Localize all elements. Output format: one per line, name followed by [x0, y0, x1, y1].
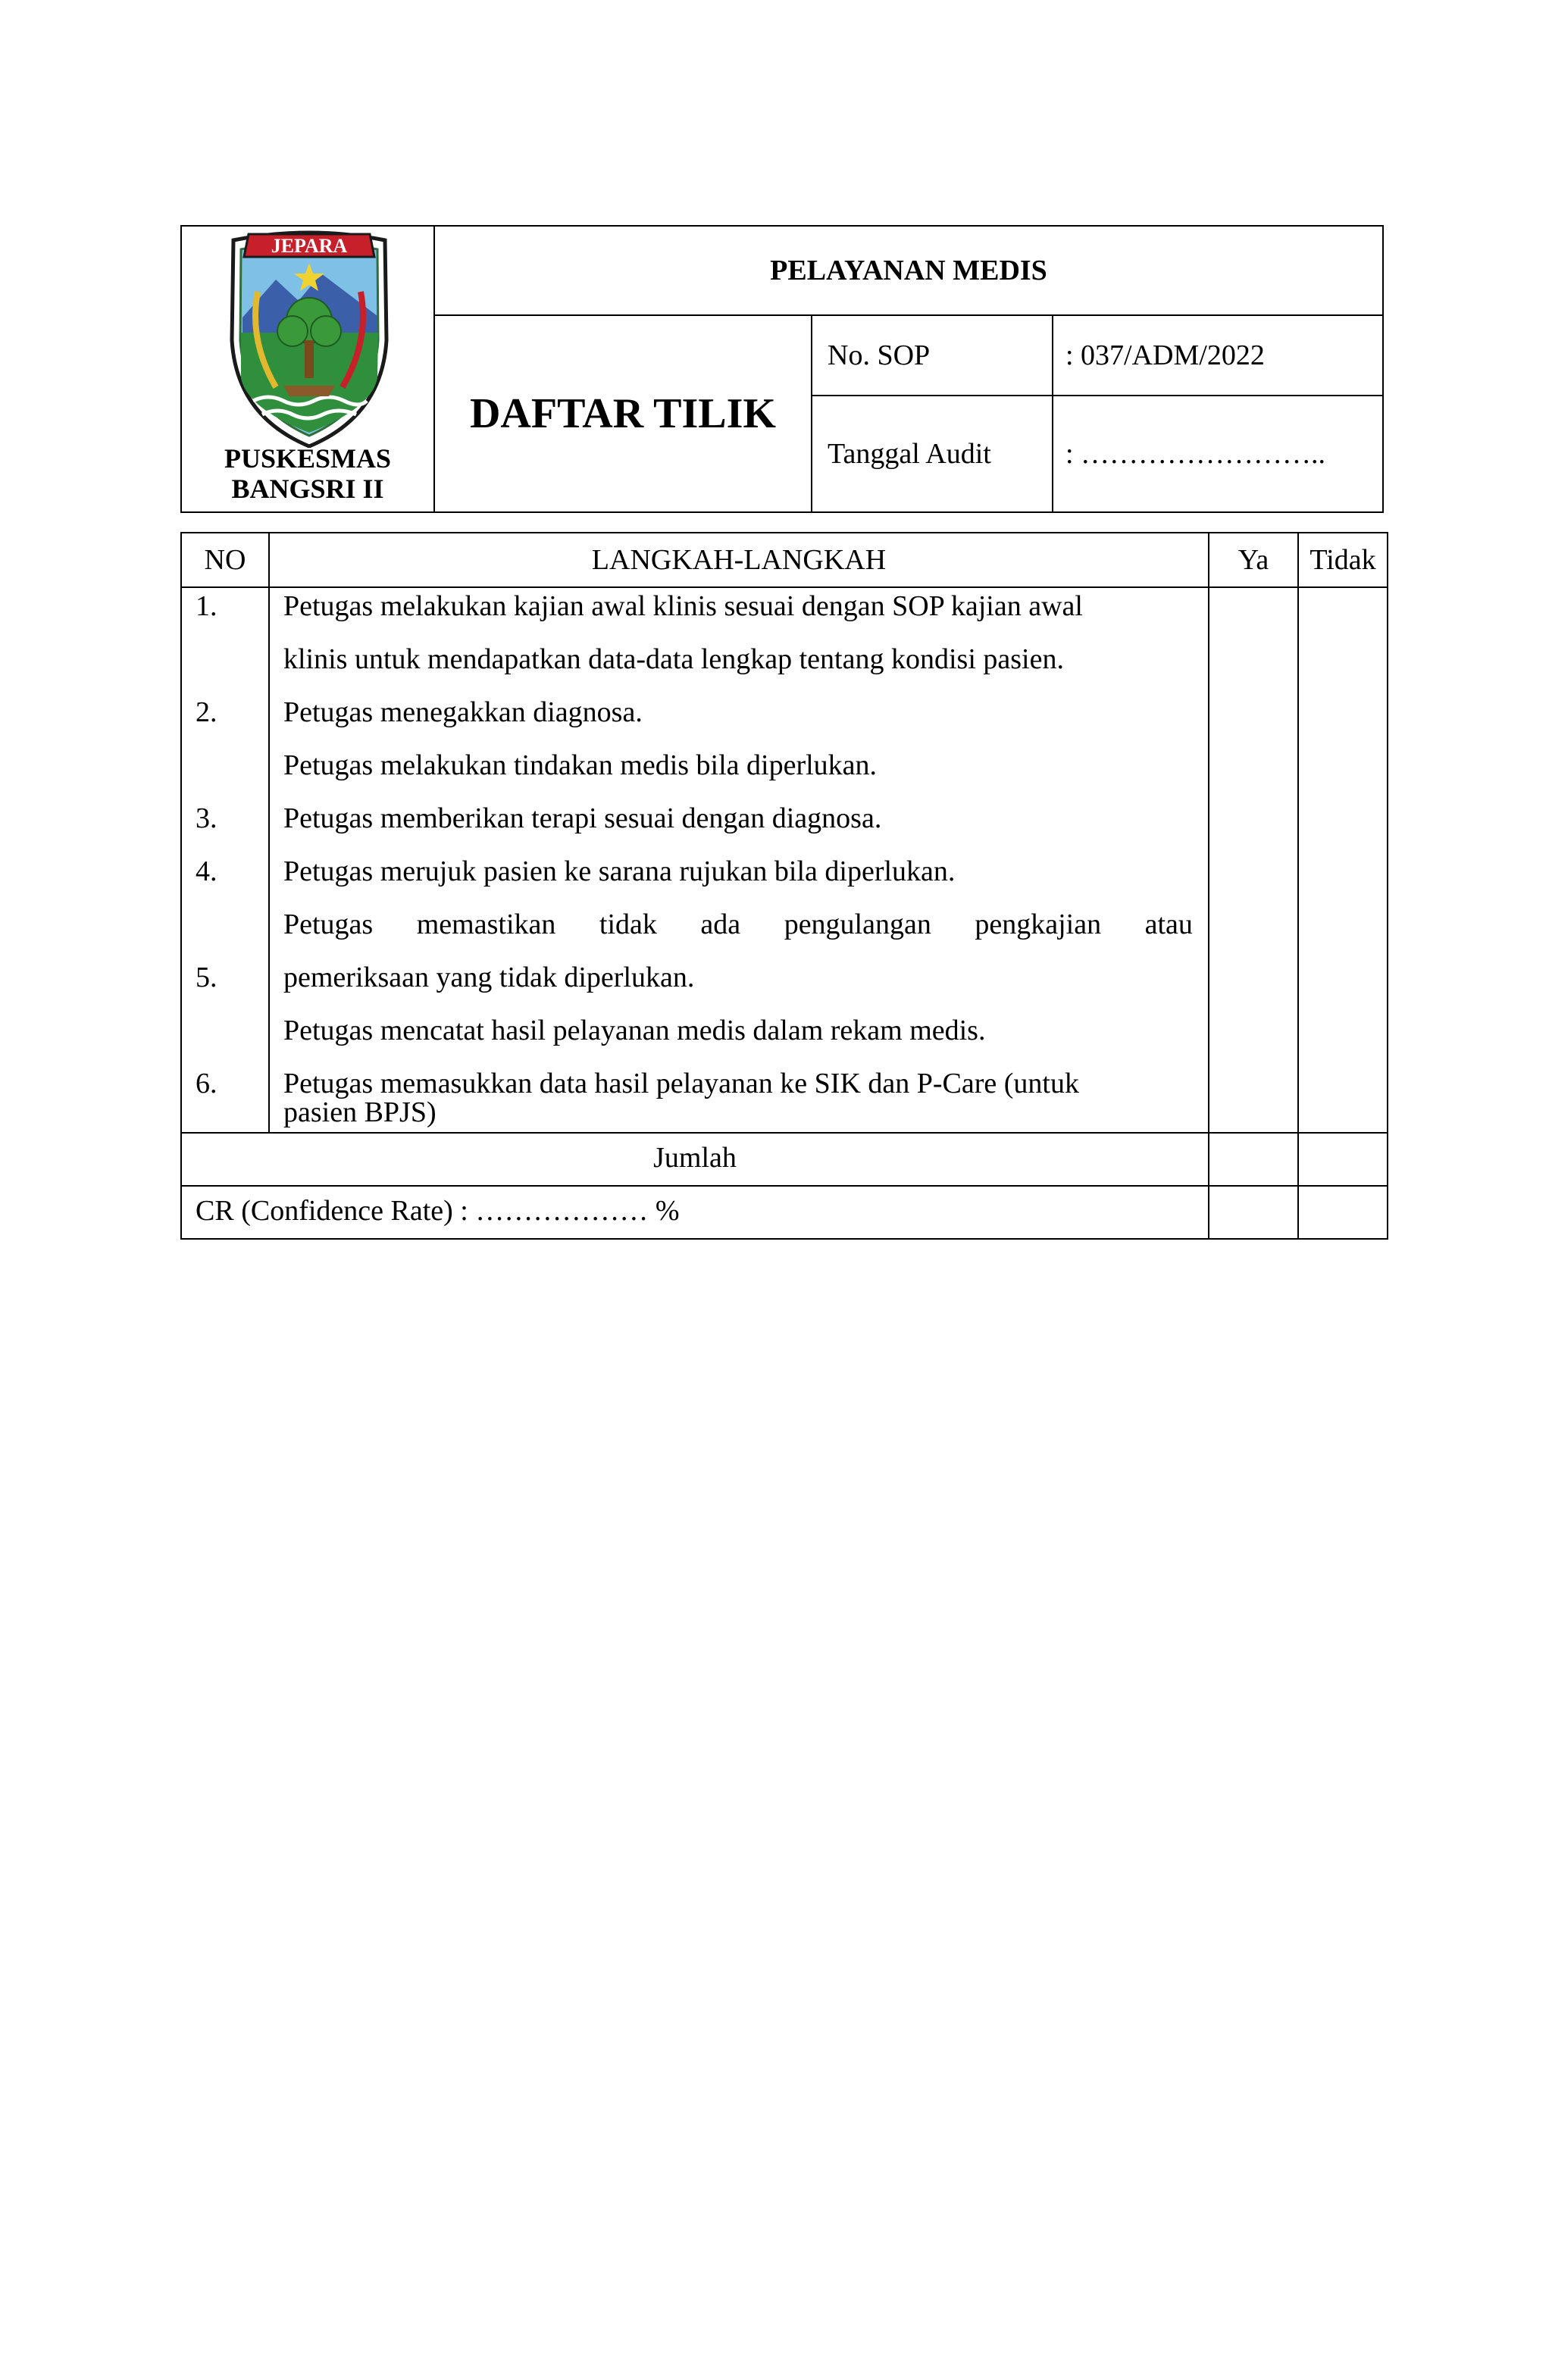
step-word: ada [700, 909, 741, 940]
step-word: Petugas [283, 909, 374, 940]
row-divider [182, 586, 1387, 588]
step-word: tidak [599, 909, 657, 940]
column-header-steps: LANGKAH-LANGKAH [591, 544, 887, 576]
step-text-line: pasien BPJS) [283, 1096, 436, 1128]
column-divider [268, 533, 270, 1132]
step-text-line: pemeriksaan yang tidak diperlukan. [283, 962, 695, 993]
step-number: 3. [196, 802, 217, 834]
checklist-table [180, 532, 1388, 1240]
row-divider [182, 1185, 1387, 1187]
column-header-yes: Ya [1238, 544, 1269, 576]
meta-row-sop-number [812, 316, 1382, 396]
column-header-no-answer: Tidak [1310, 544, 1376, 576]
step-text-line: Petugas memasukkan data hasil pelayanan ke SIK dan P-Care (untuk [283, 1068, 1079, 1099]
logo-banner-text: JEPARA [271, 235, 348, 257]
step-number: 2. [196, 696, 217, 728]
step-word: atau [1144, 909, 1193, 940]
document-name: DAFTAR TILIK [435, 316, 812, 511]
step-text-line: Petugas menegakkan diagnosa. [283, 696, 643, 728]
step-word: memastikan [416, 909, 556, 940]
document-header [180, 225, 1384, 513]
step-text-line: Petugas melakukan tindakan medis bila diperlukan. [283, 749, 878, 781]
meta-row-audit-date [812, 396, 1382, 511]
step-text-line: Petugas memberikan terapi sesuai dengan diagnosa. [283, 802, 882, 834]
meta-label: Tanggal Audit [812, 396, 1053, 511]
step-number: 4. [196, 855, 217, 887]
step-text-line: Petugas merujuk pasien ke sarana rujukan bila diperlukan. [283, 855, 956, 887]
step-text-line: Petugas melakukan kajian awal klinis sesuai dengan SOP kajian awal [283, 590, 1083, 622]
step-number: 6. [196, 1068, 217, 1099]
column-header-no: NO [204, 544, 246, 576]
step-number: 1. [196, 590, 217, 622]
step-number: 5. [196, 962, 217, 993]
step-text-line-justified [283, 909, 1375, 940]
confidence-rate-label: CR (Confidence Rate) : ……………… % [196, 1195, 680, 1227]
row-divider [182, 1132, 1387, 1134]
section-title: PELAYANAN MEDIS [435, 227, 1382, 316]
meta-label: No. SOP [812, 316, 1053, 395]
org-name-line2: BANGSRI II [231, 474, 384, 504]
total-label: Jumlah [653, 1142, 737, 1174]
step-word: pengulangan [784, 909, 931, 940]
logo-cell [182, 227, 435, 511]
step-text-line: klinis untuk mendapatkan data-data lengkap tentang kondisi pasien. [283, 643, 1064, 675]
step-text-line: Petugas mencatat hasil pelayanan medis dalam rekam medis. [283, 1015, 986, 1046]
step-word: pengkajian [975, 909, 1102, 940]
jepara-coat-of-arms-icon [223, 227, 396, 448]
meta-value: : …………………….. [1065, 438, 1326, 470]
org-name-line1: PUSKESMAS [224, 443, 392, 474]
meta-value: : 037/ADM/2022 [1065, 339, 1265, 371]
